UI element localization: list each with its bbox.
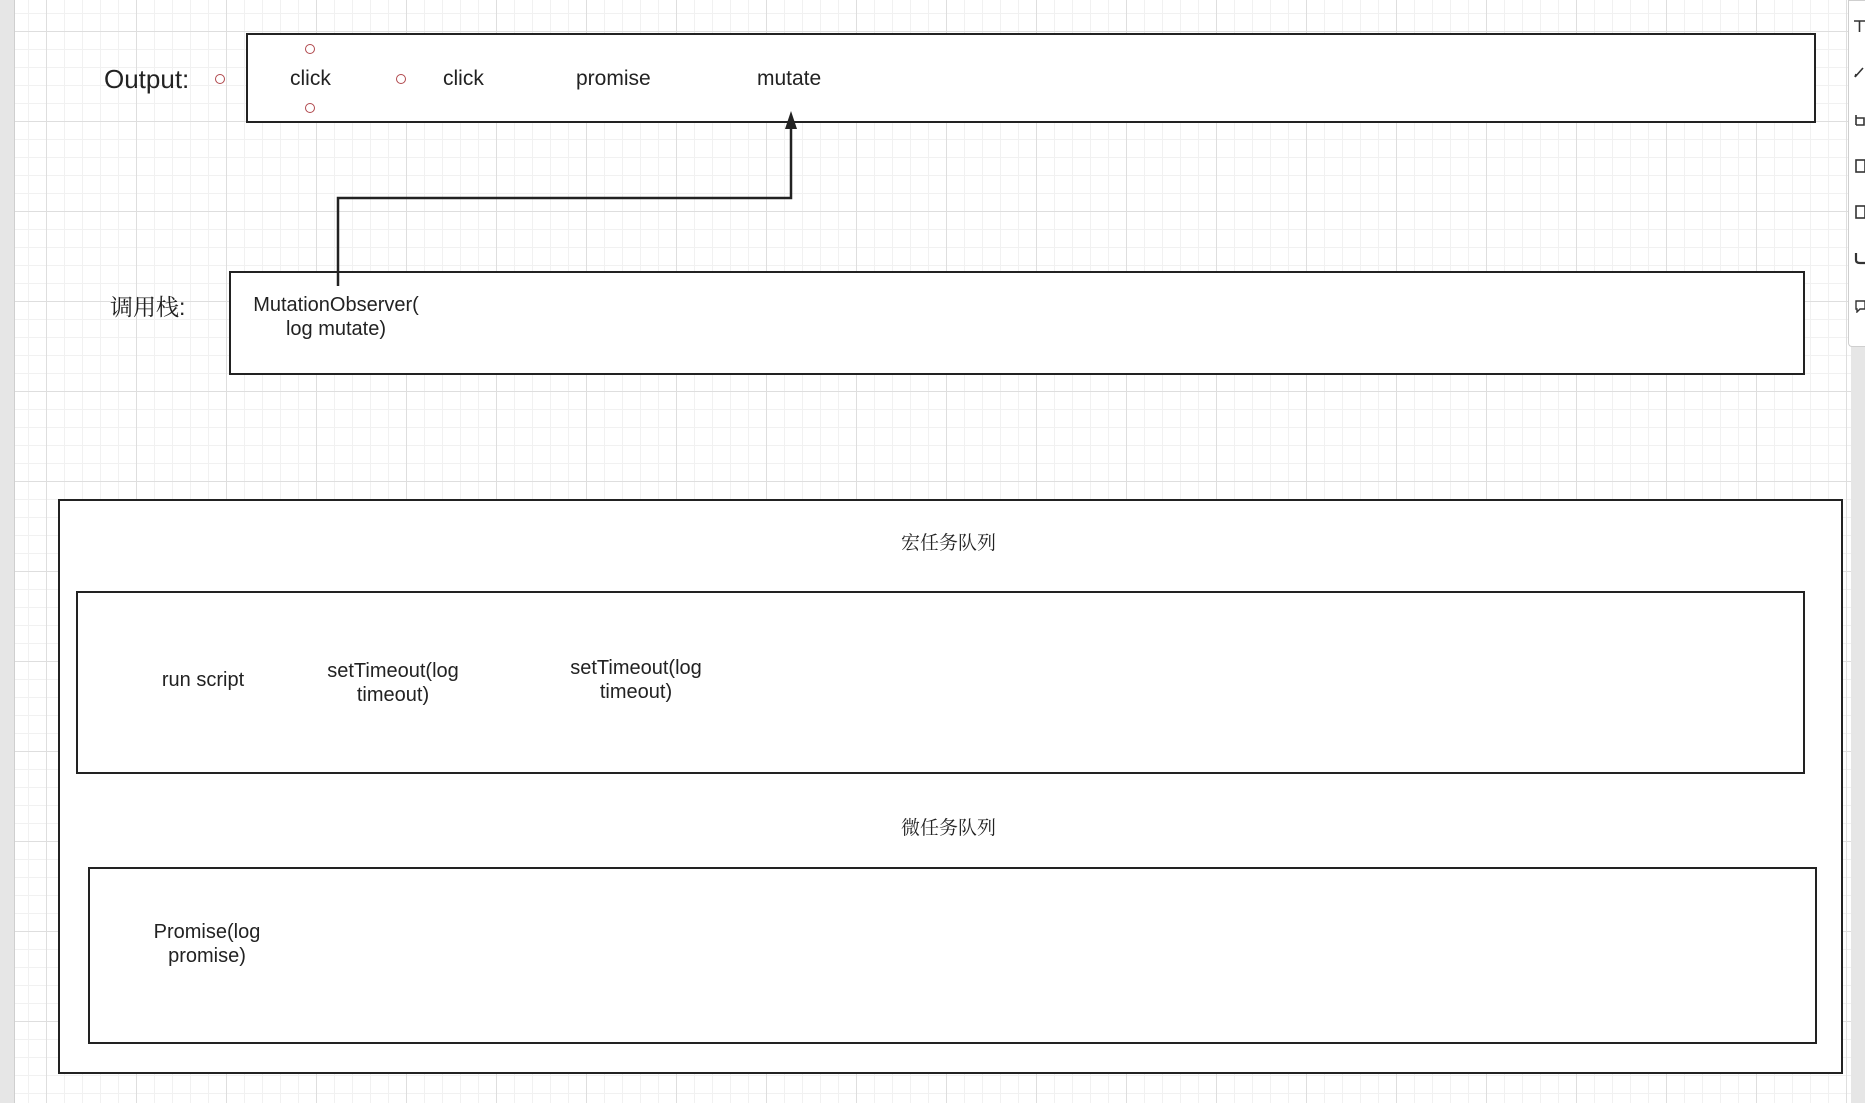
micro-queue-title: 微任务队列 [901,818,997,839]
macro-queue-item-line: timeout) [599,681,673,703]
text-tool-icon[interactable] [1853,19,1865,33]
side-toolbar [1848,0,1865,347]
micro-queue-item-line: promise) [168,945,246,967]
comment-tool-icon[interactable] [1853,299,1865,313]
arrow-head [785,111,797,129]
rectangle-tool-icon[interactable] [1853,159,1865,173]
connector-tool-icon[interactable] [1853,251,1865,265]
output-item: promise [576,67,651,90]
macro-queue-item-line: setTimeout(log [570,657,702,679]
output-item: click [443,67,484,90]
output-item: click [290,67,331,90]
output-label: Output: [104,64,190,94]
output-item: mutate [757,67,822,90]
micro-queue-item[interactable] [137,920,277,968]
call-stack-label: 调用栈: [110,294,186,320]
micro-queue-item-line: Promise(log [153,921,261,943]
macro-queue-item-line: setTimeout(log [327,660,459,682]
macro-queue-item-line: timeout) [356,684,430,706]
micro-queue-box[interactable] [88,867,1817,1044]
pen-tool-icon[interactable] [1853,65,1865,79]
macro-queue-item[interactable] [313,659,473,707]
macro-queue-title: 宏任务队列 [901,533,997,554]
image-tool-icon[interactable] [1853,113,1865,127]
frame-tool-icon[interactable] [1853,205,1865,219]
call-stack-entry-line: log mutate) [285,318,387,340]
macro-queue-item-line: run script [161,669,245,691]
arrow-line [338,128,791,286]
call-stack-entry-line: MutationObserver( [253,294,419,316]
macro-queue-item[interactable] [138,668,268,692]
macro-queue-item[interactable] [556,656,716,704]
